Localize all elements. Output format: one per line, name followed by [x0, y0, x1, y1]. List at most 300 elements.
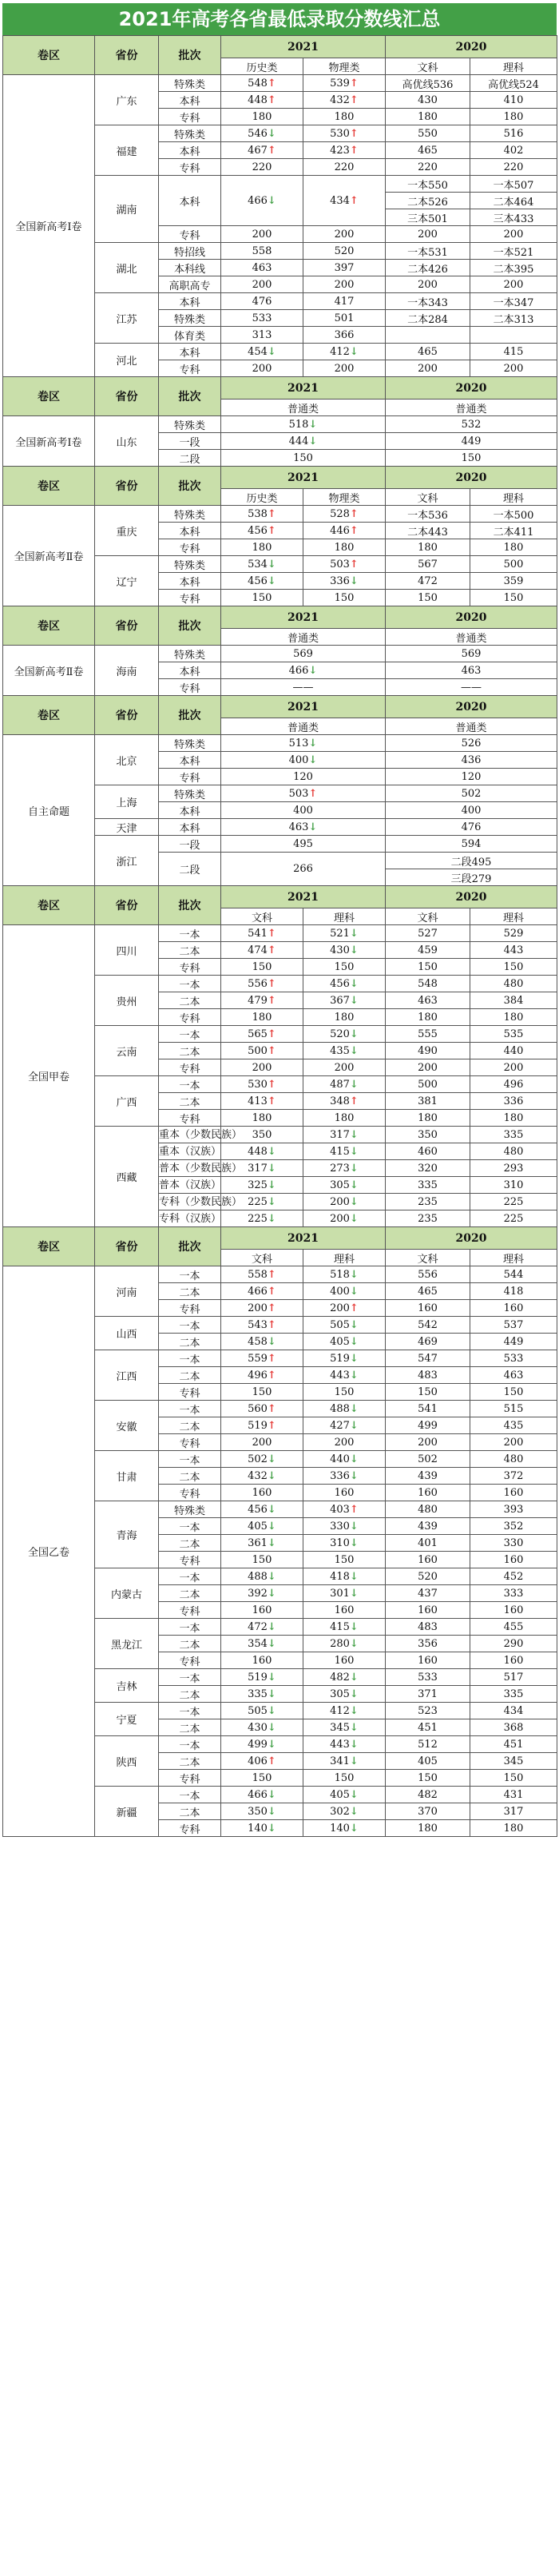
- score-value: 317: [503, 1805, 524, 1818]
- arrow-down-icon: ↓: [349, 1419, 359, 1432]
- score-value: 520: [330, 1028, 350, 1040]
- score-cell: [470, 976, 557, 992]
- score-cell: [221, 853, 386, 886]
- batch-cell: [159, 1803, 221, 1820]
- score-value: 325: [248, 1179, 268, 1191]
- batch-cell: [159, 925, 221, 942]
- arrow-up-icon: ↑: [267, 1285, 276, 1298]
- score-value: 502: [248, 1453, 268, 1465]
- score-value: 505: [248, 1704, 268, 1717]
- cell-text: 一段: [179, 436, 200, 449]
- score-value: 345: [503, 1755, 524, 1767]
- score-value: 538: [248, 507, 268, 520]
- score-value: 200: [503, 1436, 524, 1449]
- score-value: 150: [252, 1553, 272, 1566]
- score-cell: [221, 1317, 303, 1334]
- score-value: 348: [330, 1095, 350, 1107]
- batch-cell: [159, 1026, 221, 1043]
- score-value: 180: [418, 1011, 438, 1024]
- score-cell: [303, 243, 386, 260]
- arrow-down-icon: ↓: [267, 1335, 276, 1348]
- batch-cell: [159, 959, 221, 976]
- cell-text: 一本: [179, 1790, 200, 1803]
- cell-text: 特殊类: [173, 559, 205, 572]
- score-value: 430: [418, 93, 438, 106]
- cell-text: 二段: [179, 453, 200, 466]
- score-cell: [386, 1803, 470, 1820]
- score-value: 273: [330, 1162, 350, 1175]
- cell-text: 物理类: [328, 62, 360, 74]
- score-cell: [386, 360, 470, 377]
- region-cell: [3, 735, 95, 886]
- score-cell: [470, 209, 557, 226]
- batch-cell: [159, 125, 221, 142]
- header-year-2021: [221, 467, 386, 489]
- score-value: 532: [461, 418, 482, 431]
- score-value: 496: [248, 1369, 268, 1381]
- header-category: [386, 489, 470, 506]
- batch-cell: [159, 1770, 221, 1787]
- score-value: 310: [503, 1179, 524, 1191]
- cell-text: 辽宁: [116, 576, 137, 589]
- score-cell: [303, 1669, 386, 1686]
- score-value: 371: [418, 1688, 438, 1700]
- score-cell: [386, 1585, 470, 1602]
- arrow-up-icon: ↑: [267, 1302, 276, 1314]
- cell-text: 卷区: [38, 620, 60, 633]
- score-cell: [221, 142, 303, 159]
- score-value: 400: [288, 753, 309, 766]
- score-cell: [470, 1636, 557, 1652]
- cell-text: 二本: [179, 1639, 200, 1652]
- arrow-up-icon: ↑: [349, 1302, 359, 1314]
- region-cell: [3, 925, 95, 1227]
- score-cell: [221, 1770, 303, 1787]
- header-year-2020: [386, 886, 557, 908]
- score-value: 499: [418, 1419, 438, 1432]
- cell-text: 普通类: [287, 722, 319, 734]
- score-cell: [303, 1334, 386, 1350]
- score-value: 160: [334, 1654, 355, 1667]
- score-value: 370: [418, 1805, 438, 1818]
- score-value: 523: [418, 1704, 438, 1717]
- score-cell: [386, 1703, 470, 1719]
- batch-cell: [159, 344, 221, 360]
- cell-text: 一本: [179, 1454, 200, 1467]
- arrow-up-icon: ↑: [267, 144, 276, 157]
- header-batch: [159, 467, 221, 506]
- score-cell: [221, 1585, 303, 1602]
- score-value: 345: [330, 1721, 350, 1734]
- score-cell: [386, 1787, 470, 1803]
- arrow-down-icon: ↓: [267, 1453, 276, 1465]
- batch-cell: [159, 942, 221, 959]
- score-value: 200: [418, 228, 438, 241]
- score-cell: [303, 1417, 386, 1434]
- score-value: 二本426: [407, 263, 448, 276]
- province-cell: [95, 1401, 159, 1451]
- score-value: 140: [330, 1822, 350, 1835]
- score-cell: [221, 1076, 303, 1093]
- score-value: 518: [330, 1268, 350, 1281]
- cell-text: 卷区: [38, 900, 60, 912]
- cell-text: 二本: [179, 1689, 200, 1702]
- score-cell: [386, 679, 557, 696]
- score-value: 三本501: [407, 213, 448, 225]
- score-value: 415: [503, 345, 524, 358]
- cell-text: 省份: [115, 480, 138, 493]
- score-cell: [386, 109, 470, 125]
- score-cell: [221, 976, 303, 992]
- cell-text: 专科: [179, 1303, 200, 1316]
- batch-cell: [159, 836, 221, 853]
- cell-text: 二本: [179, 1471, 200, 1484]
- score-cell: [386, 506, 470, 523]
- cell-text: 江西: [116, 1370, 137, 1383]
- score-value: 480: [503, 1453, 524, 1465]
- cell-text: 一本: [179, 979, 200, 992]
- score-value: 569: [461, 647, 482, 660]
- score-cell: [221, 1787, 303, 1803]
- cell-text: 普通类: [455, 632, 487, 645]
- score-cell: [386, 159, 470, 176]
- score-cell: [221, 1350, 303, 1367]
- score-value: 520: [418, 1570, 438, 1583]
- batch-cell: [159, 1468, 221, 1485]
- score-value: 467: [248, 144, 268, 157]
- arrow-down-icon: ↓: [349, 1671, 359, 1684]
- cell-text: 普通类: [455, 722, 487, 734]
- score-value: 550: [418, 127, 438, 140]
- province-cell: [95, 1076, 159, 1127]
- cell-text: 本科: [179, 755, 200, 768]
- score-value: 180: [503, 1822, 524, 1835]
- score-cell: [470, 1535, 557, 1552]
- cell-text: 浙江: [116, 856, 137, 869]
- arrow-up-icon: ↑: [267, 507, 276, 520]
- score-cell: [386, 433, 557, 450]
- score-cell: [386, 1501, 470, 1518]
- score-cell: [470, 1009, 557, 1026]
- region-cell: [3, 1266, 95, 1837]
- score-cell: [386, 992, 470, 1009]
- cell-text: 批次: [178, 710, 201, 722]
- cell-text: 湖南: [116, 205, 137, 217]
- score-cell: [386, 209, 470, 226]
- batch-cell: [159, 1350, 221, 1367]
- score-value: 150: [334, 1771, 355, 1784]
- arrow-up-icon: ↑: [267, 524, 276, 537]
- score-value: 336: [330, 1469, 350, 1482]
- arrow-down-icon: ↓: [349, 345, 359, 358]
- score-cell: [303, 1177, 386, 1194]
- header-province: [95, 377, 159, 416]
- score-value: 446: [330, 524, 350, 537]
- score-cell: [221, 1401, 303, 1417]
- arrow-down-icon: ↓: [349, 1195, 359, 1208]
- score-value: 150: [252, 591, 272, 604]
- score-cell: [470, 1317, 557, 1334]
- score-value: 302: [330, 1805, 350, 1818]
- score-value: 180: [334, 1111, 355, 1124]
- province-cell: [95, 1669, 159, 1703]
- score-cell: [221, 92, 303, 109]
- province-cell: [95, 1568, 159, 1619]
- score-value: 439: [418, 1520, 438, 1532]
- score-cell: [221, 802, 386, 819]
- score-value: 418: [330, 1570, 350, 1583]
- score-cell: [221, 1451, 303, 1468]
- score-value: 160: [503, 1654, 524, 1667]
- score-cell: [386, 142, 470, 159]
- score-value: 560: [248, 1402, 268, 1415]
- score-value: 200: [252, 278, 272, 291]
- score-value: 402: [503, 144, 524, 157]
- score-value: 594: [461, 837, 482, 850]
- arrow-up-icon: ↑: [267, 1078, 276, 1091]
- region-cell: [3, 506, 95, 606]
- cell-text: 本科: [179, 347, 200, 360]
- score-value: 548: [248, 77, 268, 89]
- score-value: 350: [252, 1128, 272, 1141]
- arrow-down-icon: ↓: [267, 574, 276, 587]
- arrow-down-icon: ↓: [267, 1620, 276, 1633]
- region-cell: [3, 75, 95, 377]
- score-value: 220: [503, 161, 524, 173]
- arrow-down-icon: ↓: [267, 1520, 276, 1532]
- score-value: 二本395: [493, 263, 534, 276]
- score-cell: [221, 1535, 303, 1552]
- score-value: 225: [503, 1212, 524, 1225]
- score-cell: [470, 1501, 557, 1518]
- score-value: 200: [503, 1061, 524, 1074]
- batch-cell: [159, 802, 221, 819]
- header-region: [3, 606, 95, 646]
- arrow-down-icon: ↓: [267, 1570, 276, 1583]
- arrow-up-icon: ↑: [349, 127, 359, 140]
- score-value: 200: [330, 1212, 350, 1225]
- score-cell: [303, 293, 386, 310]
- score-value: 367: [330, 994, 350, 1007]
- score-value: 516: [503, 127, 524, 140]
- cell-text: 理科: [333, 1253, 355, 1266]
- score-cell: [221, 1384, 303, 1401]
- score-cell: [221, 646, 386, 662]
- score-value: 430: [330, 944, 350, 956]
- arrow-down-icon: ↓: [349, 1587, 359, 1600]
- table-row: [3, 646, 557, 662]
- score-value: 541: [248, 927, 268, 940]
- score-value: 200: [503, 228, 524, 241]
- batch-cell: [159, 1194, 243, 1210]
- cell-text: 本科: [179, 296, 200, 309]
- score-cell: [303, 1703, 386, 1719]
- score-cell: [221, 1110, 303, 1127]
- header-batch: [159, 377, 221, 416]
- arrow-down-icon: ↓: [267, 1688, 276, 1700]
- arrow-down-icon: ↓: [349, 1179, 359, 1191]
- score-value: 469: [418, 1335, 438, 1348]
- score-cell: [386, 1334, 470, 1350]
- score-cell: [221, 1568, 303, 1585]
- score-value: 350: [248, 1805, 268, 1818]
- score-cell: [386, 1300, 470, 1317]
- score-cell: [470, 176, 557, 193]
- score-cell: [386, 416, 557, 433]
- score-cell: [221, 506, 303, 523]
- score-value: 452: [503, 1570, 524, 1583]
- score-cell: [386, 1384, 470, 1401]
- arrow-down-icon: ↓: [349, 1145, 359, 1158]
- cell-text: 本科: [179, 196, 200, 209]
- header-year-2021: [221, 377, 386, 400]
- score-cell: [221, 75, 303, 92]
- score-value: 150: [418, 591, 438, 604]
- score-value: 482: [330, 1671, 350, 1684]
- score-cell: [221, 360, 303, 377]
- cell-text: 特殊类: [173, 509, 205, 522]
- score-cell: [303, 176, 386, 226]
- header-province: [95, 606, 159, 646]
- cell-text: 专科: [179, 1555, 200, 1568]
- cell-text: 卷区: [38, 50, 60, 62]
- score-value: 543: [248, 1318, 268, 1331]
- header-region: [3, 377, 95, 416]
- score-cell: [470, 1602, 557, 1619]
- score-value: 368: [503, 1721, 524, 1734]
- score-cell: [386, 1434, 470, 1451]
- score-value: 496: [503, 1078, 524, 1091]
- score-value: 150: [334, 1385, 355, 1398]
- score-cell: [386, 853, 557, 869]
- score-cell: [221, 1093, 303, 1110]
- score-cell: [303, 125, 386, 142]
- arrow-up-icon: ↑: [267, 1419, 276, 1432]
- cell-text: 特招线: [173, 246, 205, 259]
- score-value: 313: [252, 328, 272, 341]
- province-cell: [95, 1266, 159, 1317]
- score-value: 460: [418, 1145, 438, 1158]
- score-value: 225: [248, 1212, 268, 1225]
- score-cell: [470, 75, 557, 92]
- score-cell: [470, 226, 557, 243]
- score-value: 一本531: [407, 246, 448, 259]
- score-value: 437: [418, 1587, 438, 1600]
- score-cell: [221, 276, 303, 293]
- score-value: 405: [330, 1788, 350, 1801]
- score-cell: [470, 1194, 557, 1210]
- score-cell: [221, 523, 303, 539]
- arrow-down-icon: ↓: [267, 1212, 276, 1225]
- score-cell: [221, 1283, 303, 1300]
- cell-text: 省份: [115, 620, 138, 633]
- score-value: 150: [503, 1385, 524, 1398]
- score-value: 180: [418, 110, 438, 123]
- score-value: 200: [330, 1195, 350, 1208]
- batch-cell: [159, 1317, 221, 1334]
- arrow-up-icon: ↑: [267, 944, 276, 956]
- score-cell: [386, 1401, 470, 1417]
- score-cell: [386, 1059, 470, 1076]
- score-value: 317: [330, 1128, 350, 1141]
- score-cell: [470, 360, 557, 377]
- score-value: 533: [503, 1352, 524, 1365]
- score-value: 160: [418, 1486, 438, 1499]
- cell-text: 全国新高考Ⅰ卷: [15, 436, 82, 449]
- header-category: [221, 908, 303, 925]
- score-cell: [470, 327, 557, 344]
- score-value: 200: [334, 362, 355, 375]
- score-cell: [303, 1266, 386, 1283]
- score-value: 200: [330, 1302, 350, 1314]
- score-value: 335: [503, 1128, 524, 1141]
- cell-text: 文科: [417, 1253, 438, 1266]
- arrow-down-icon: ↓: [308, 664, 318, 677]
- score-value: 565: [248, 1028, 268, 1040]
- score-cell: [303, 1026, 386, 1043]
- score-value: 440: [503, 1044, 524, 1057]
- score-value: 三本433: [493, 213, 534, 225]
- score-cell: [470, 1736, 557, 1753]
- score-value: 160: [503, 1302, 524, 1314]
- batch-cell: [159, 769, 221, 785]
- arrow-down-icon: ↓: [267, 1587, 276, 1600]
- score-cell: [470, 344, 557, 360]
- cell-text: 省份: [115, 50, 138, 62]
- cell-text: 理科: [333, 912, 355, 924]
- arrow-down-icon: ↓: [267, 1162, 276, 1175]
- header-category: [386, 718, 557, 735]
- score-cell: [386, 92, 470, 109]
- score-value: 454: [248, 345, 268, 358]
- score-cell: [386, 869, 557, 886]
- cell-text: 省份: [115, 391, 138, 403]
- cell-text: 2021: [287, 381, 319, 395]
- cell-text: 二本: [179, 1756, 200, 1769]
- arrow-down-icon: ↓: [349, 1044, 359, 1057]
- batch-cell: [159, 1143, 221, 1160]
- score-value: 463: [288, 821, 309, 833]
- score-value: 513: [288, 737, 309, 749]
- score-cell: [221, 310, 303, 327]
- header-category: [303, 58, 386, 75]
- province-cell: [95, 785, 159, 819]
- score-cell: [303, 1367, 386, 1384]
- score-cell: [303, 1434, 386, 1451]
- arrow-up-icon: ↑: [267, 1318, 276, 1331]
- score-value: 519: [330, 1352, 350, 1365]
- header-category: [303, 1250, 386, 1266]
- batch-cell: [159, 450, 221, 467]
- cell-text: 特殊类: [173, 649, 205, 662]
- score-value: 415: [330, 1145, 350, 1158]
- cell-text: 特殊类: [173, 78, 205, 91]
- score-cell: [303, 1401, 386, 1417]
- score-cell: [386, 959, 470, 976]
- arrow-down-icon: ↓: [349, 574, 359, 587]
- header-province: [95, 1227, 159, 1266]
- batch-cell: [159, 752, 221, 769]
- score-value: 366: [334, 328, 355, 341]
- score-value: 150: [503, 1771, 524, 1784]
- arrow-down-icon: ↓: [267, 1503, 276, 1516]
- cell-text: 专科: [179, 162, 200, 175]
- province-cell: [95, 1350, 159, 1401]
- arrow-up-icon: ↑: [349, 93, 359, 106]
- score-value: 310: [330, 1536, 350, 1549]
- score-value: 341: [330, 1755, 350, 1767]
- cell-text: 物理类: [328, 492, 360, 505]
